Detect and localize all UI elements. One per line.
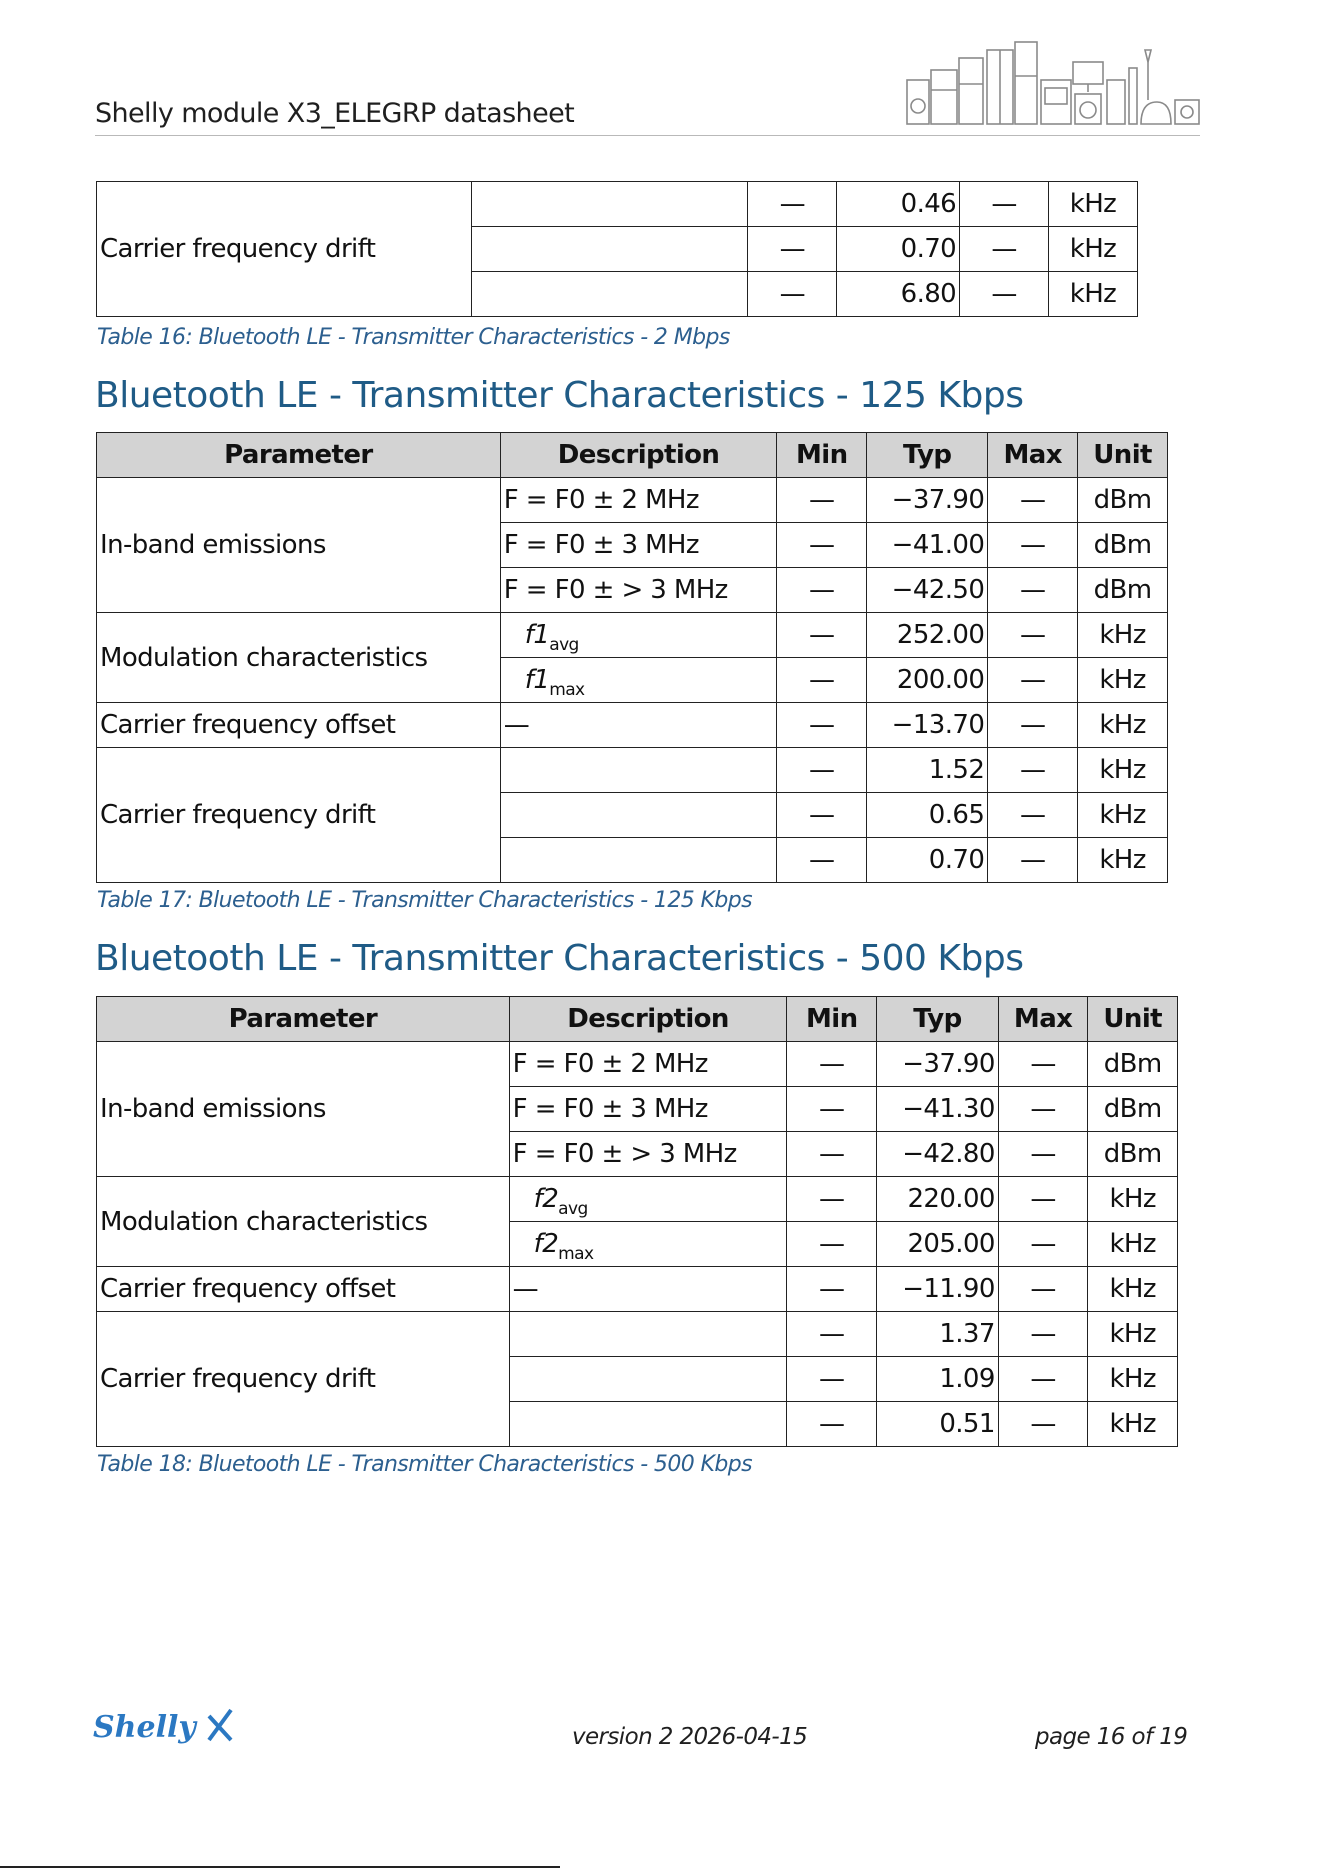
max-cell: — (998, 1042, 1088, 1087)
min-cell: — (787, 1042, 877, 1087)
min-cell: — (777, 748, 867, 793)
table-header-row (97, 433, 1168, 478)
table-row (97, 1312, 1178, 1357)
typ-cell: 0.70 (867, 838, 988, 883)
symbol: f2 (533, 1184, 559, 1214)
shelly-logo (93, 1706, 235, 1746)
min-cell: — (748, 182, 837, 227)
table-17 (96, 432, 1168, 883)
typ-cell: 200.00 (867, 658, 988, 703)
desc-cell: F = F0 ± > 3 MHz (509, 1132, 787, 1177)
min-cell: — (787, 1222, 877, 1267)
unit-cell: kHz (1049, 227, 1138, 272)
typ-cell: −41.00 (867, 523, 988, 568)
max-cell: — (998, 1087, 1088, 1132)
header-min: Min (787, 997, 877, 1042)
param-cell: Modulation characteristics (97, 613, 501, 703)
min-cell: — (777, 568, 867, 613)
table-row (97, 703, 1168, 748)
header-min: Min (777, 433, 867, 478)
header-description: Description (500, 433, 777, 478)
table-18-caption: Table 18: Bluetooth LE - Transmitter Characteristics - 500 Kbps (97, 1452, 752, 1477)
min-cell: — (787, 1087, 877, 1132)
max-cell: — (988, 748, 1078, 793)
max-cell: — (998, 1177, 1088, 1222)
table-row (97, 613, 1168, 658)
header-parameter: Parameter (97, 997, 510, 1042)
param-cell: Carrier frequency drift (97, 182, 472, 317)
table-18 (96, 996, 1178, 1447)
max-cell: — (988, 793, 1078, 838)
desc-cell: F = F0 ± 3 MHz (509, 1087, 787, 1132)
desc-cell (500, 658, 777, 703)
min-cell: — (777, 658, 867, 703)
max-cell: — (998, 1312, 1088, 1357)
table-16 (96, 181, 1138, 317)
table-row (97, 478, 1168, 523)
max-cell: — (988, 703, 1078, 748)
max-cell: — (988, 478, 1078, 523)
shelly-logo-text: Shelly (93, 1710, 196, 1745)
min-cell: — (777, 793, 867, 838)
unit-cell: dBm (1078, 568, 1168, 613)
table-row (97, 748, 1168, 793)
typ-cell: −13.70 (867, 703, 988, 748)
header-divider (95, 135, 1200, 136)
table-row (97, 1177, 1178, 1222)
param-cell: In-band emissions (97, 478, 501, 613)
typ-cell: −37.90 (867, 478, 988, 523)
max-cell: — (998, 1267, 1088, 1312)
header-typ: Typ (877, 997, 999, 1042)
typ-cell: 6.80 (837, 272, 960, 317)
max-cell: — (960, 227, 1049, 272)
unit-cell: kHz (1088, 1222, 1178, 1267)
unit-cell: kHz (1078, 703, 1168, 748)
table-row (97, 1042, 1178, 1087)
min-cell: — (748, 227, 837, 272)
symbol-subscript: max (549, 680, 585, 700)
max-cell: — (988, 838, 1078, 883)
typ-cell: −11.90 (877, 1267, 999, 1312)
unit-cell: dBm (1078, 523, 1168, 568)
table-17-caption: Table 17: Bluetooth LE - Transmitter Characteristics - 125 Kbps (97, 888, 752, 913)
table-header-row (97, 997, 1178, 1042)
min-cell: — (787, 1177, 877, 1222)
desc-cell: — (500, 703, 777, 748)
header-parameter: Parameter (97, 433, 501, 478)
table-row (97, 1267, 1178, 1312)
page-header (95, 40, 1200, 137)
typ-cell: 0.51 (877, 1402, 999, 1447)
min-cell: — (777, 703, 867, 748)
param-cell: In-band emissions (97, 1042, 510, 1177)
symbol: f1 (524, 665, 550, 695)
unit-cell: kHz (1078, 658, 1168, 703)
desc-cell (471, 272, 748, 317)
desc-cell: F = F0 ± > 3 MHz (500, 568, 777, 613)
param-cell: Carrier frequency drift (97, 748, 501, 883)
footer-page-number: page 16 of 19 (1035, 1724, 1188, 1750)
max-cell: — (988, 523, 1078, 568)
document-title: Shelly module X3_ELEGRP datasheet (95, 98, 575, 129)
max-cell: — (960, 272, 1049, 317)
desc-cell: — (509, 1267, 787, 1312)
min-cell: — (777, 838, 867, 883)
max-cell: — (998, 1222, 1088, 1267)
header-unit: Unit (1078, 433, 1168, 478)
unit-cell: kHz (1088, 1267, 1178, 1312)
max-cell: — (998, 1357, 1088, 1402)
desc-cell: F = F0 ± 2 MHz (509, 1042, 787, 1087)
symbol-subscript: avg (558, 1199, 588, 1219)
min-cell: — (787, 1267, 877, 1312)
unit-cell: dBm (1088, 1042, 1178, 1087)
table-16-caption: Table 16: Bluetooth LE - Transmitter Characteristics - 2 Mbps (97, 325, 730, 350)
header-typ: Typ (867, 433, 988, 478)
desc-cell (509, 1402, 787, 1447)
desc-cell (500, 838, 777, 883)
symbol-subscript: avg (549, 635, 579, 655)
section-title-500kbps: Bluetooth LE - Transmitter Characteristics - 500 Kbps (95, 938, 1024, 979)
footer-version: version 2 2026-04-15 (572, 1724, 808, 1750)
desc-cell (500, 748, 777, 793)
typ-cell: 0.70 (837, 227, 960, 272)
symbol: f1 (524, 620, 550, 650)
unit-cell: dBm (1088, 1087, 1178, 1132)
section-title-125kbps: Bluetooth LE - Transmitter Characteristics - 125 Kbps (95, 375, 1024, 416)
bottom-divider (0, 1866, 560, 1868)
table-row (97, 182, 1138, 227)
shelly-x-logo-icon (209, 1710, 231, 1740)
desc-cell (509, 1312, 787, 1357)
desc-cell (500, 793, 777, 838)
symbol-subscript: max (558, 1244, 594, 1264)
min-cell: — (787, 1402, 877, 1447)
unit-cell: kHz (1078, 748, 1168, 793)
unit-cell: kHz (1049, 182, 1138, 227)
typ-cell: 220.00 (877, 1177, 999, 1222)
min-cell: — (787, 1357, 877, 1402)
unit-cell: kHz (1088, 1177, 1178, 1222)
param-cell: Modulation characteristics (97, 1177, 510, 1267)
unit-cell: kHz (1088, 1357, 1178, 1402)
max-cell: — (960, 182, 1049, 227)
typ-cell: 1.09 (877, 1357, 999, 1402)
unit-cell: kHz (1078, 613, 1168, 658)
typ-cell: 205.00 (877, 1222, 999, 1267)
typ-cell: 1.37 (877, 1312, 999, 1357)
typ-cell: −41.30 (877, 1087, 999, 1132)
max-cell: — (988, 568, 1078, 613)
min-cell: — (777, 523, 867, 568)
typ-cell: −37.90 (877, 1042, 999, 1087)
min-cell: — (777, 478, 867, 523)
typ-cell: 252.00 (867, 613, 988, 658)
typ-cell: 1.52 (867, 748, 988, 793)
unit-cell: dBm (1078, 478, 1168, 523)
min-cell: — (748, 272, 837, 317)
unit-cell: kHz (1078, 793, 1168, 838)
header-max: Max (998, 997, 1088, 1042)
min-cell: — (787, 1312, 877, 1357)
header-description: Description (509, 997, 787, 1042)
desc-cell (471, 227, 748, 272)
unit-cell: dBm (1088, 1132, 1178, 1177)
max-cell: — (988, 658, 1078, 703)
max-cell: — (998, 1132, 1088, 1177)
unit-cell: kHz (1078, 838, 1168, 883)
desc-cell (509, 1222, 787, 1267)
param-cell: Carrier frequency drift (97, 1312, 510, 1447)
typ-cell: 0.65 (867, 793, 988, 838)
typ-cell: 0.46 (837, 182, 960, 227)
desc-cell: F = F0 ± 2 MHz (500, 478, 777, 523)
symbol: f2 (533, 1229, 559, 1259)
desc-cell (509, 1357, 787, 1402)
header-max: Max (988, 433, 1078, 478)
typ-cell: −42.50 (867, 568, 988, 613)
param-cell: Carrier frequency offset (97, 1267, 510, 1312)
desc-cell (500, 613, 777, 658)
unit-cell: kHz (1088, 1312, 1178, 1357)
unit-cell: kHz (1088, 1402, 1178, 1447)
home-appliances-illustration (905, 40, 1205, 128)
typ-cell: −42.80 (877, 1132, 999, 1177)
min-cell: — (777, 613, 867, 658)
max-cell: — (988, 613, 1078, 658)
unit-cell: kHz (1049, 272, 1138, 317)
max-cell: — (998, 1402, 1088, 1447)
desc-cell (509, 1177, 787, 1222)
header-unit: Unit (1088, 997, 1178, 1042)
min-cell: — (787, 1132, 877, 1177)
param-cell: Carrier frequency offset (97, 703, 501, 748)
desc-cell (471, 182, 748, 227)
desc-cell: F = F0 ± 3 MHz (500, 523, 777, 568)
